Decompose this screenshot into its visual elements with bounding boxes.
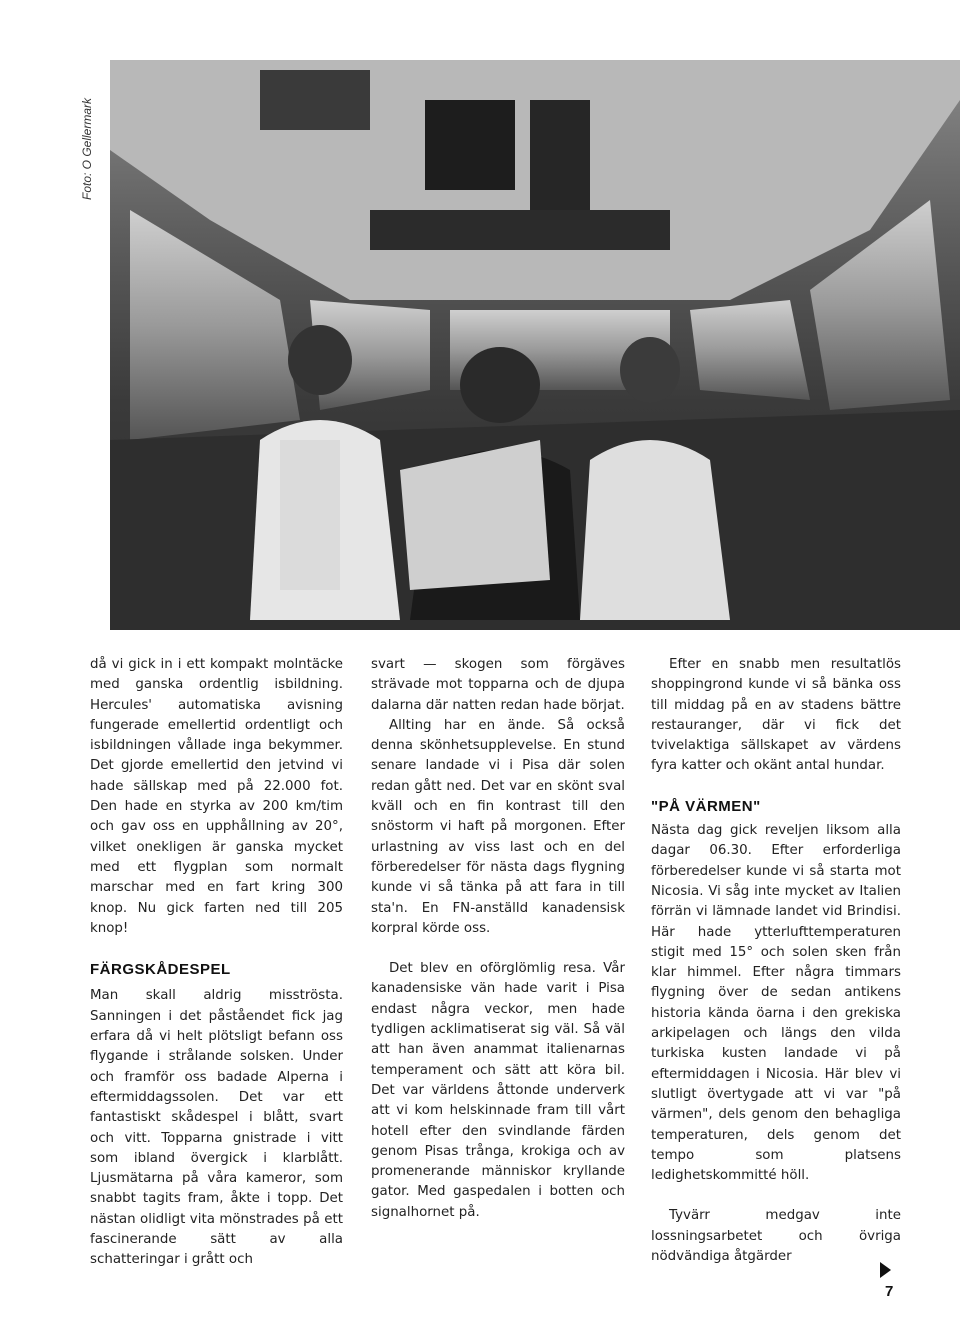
continue-arrow-icon — [880, 1262, 891, 1278]
photo-credit: Foto: O Gellermark — [80, 97, 94, 200]
paragraph: Tyvärr medgav inte lossningsarbetet och övriga nödvändiga åtgärder — [651, 1208, 901, 1265]
text-column-1 — [90, 655, 343, 1271]
paragraph: Allting har en ände. Så också denna skönhetsupplevelse. En stund senare landade vi i Pisa där solen redan gått ned. Det var en skönt sval kväll och en fin kontrast till den snöstorm vi haft på morgonen. Efter urlastning av viss last och en del förberedelser för nästa dags flygning kunde vi så tänka på att fara in till sta'n. En FN-anställd kanadensisk korpral körde oss. — [371, 717, 625, 936]
paragraph: Efter en snabb men resultatlös shoppingrond kunde vi så bänka oss till middag på en av stadens bättre restauranger, där vi fick det tvivelaktiga sällskapet av värdens fyra katter och okänt antal hundar. — [651, 657, 901, 774]
section-heading-pa-varmen: "PÅ VÄRMEN" — [651, 797, 761, 815]
text-column-3 — [651, 655, 901, 1267]
paragraph: Det blev en oförglömlig resa. Vår kanadensiske vän hade varit i Pisa endast några veckor, men hade tydligen acklimatiserat sig väl. Så väl att han även anammat italienarnas temperament och sätt att köra bil. Det var världens åttonde underverk att vi kom helskinnade fram till vårt hotell efter den svindlande färden genom Pisas trånga, krokiga och av promenerande människor kryllande gator. Med gaspedalen i botten och signalhornet på. — [371, 961, 625, 1220]
text-column-2 — [371, 655, 625, 1223]
page-number: 7 — [885, 1283, 894, 1300]
paragraph: Nästa dag gick reveljen liksom alla dagar 06.30. Efter erforderliga förberedelser kunde vi så starta mot Nicosia. Vi såg inte mycket av Italien förrän vi lämnade landet vid Brindisi. Här hade ytterlufttemperaturen stigit med 15° och solen sken från klar himmel. Efter några timmars flygning över de sedan antikens historia kända öarna i den grekiska arkipelagen och längs den vilda turkiska kusten landade vi på eftermiddagen i Nicosia. Här blev vi slutligt övertygade att vi var "på värmen", dels genom den behagliga temperaturen, dels genom det tempo som platsens ledighetskommitté höll. — [651, 823, 901, 1184]
cockpit-illustration — [110, 60, 960, 630]
paragraph: svart — skogen som förgäves strävade mot topparna och de djupa dalarna där natten redan hade börjat. — [371, 657, 625, 713]
paragraph: Man skall aldrig misströsta. Sanningen i det påståendet fick jag erfara då vi helt plötsligt befann oss flygande i strålande solsken. Under och framför oss badade Alperna i eftermiddagssolen. Det var ett fantastiskt skådespel i blått, svart och vitt. Topparna gnistrade i vitt som ibland övergick i klarblått. Ljusmätarna på våra kameror, som snabbt tagits fram, åkte i topp. Det nästan olidligt vita mönstrades på ett fascinerande sätt av alla schatteringar i grått och — [90, 988, 343, 1268]
section-heading-fargskadespel: FÄRGSKÅDESPEL — [90, 961, 231, 979]
paragraph: då vi gick in i ett kompakt molntäcke med ganska ordentlig isbildning. Hercules' automatiska avisning fungerade emellertid ordentligt och isbildningen vållade inga bekymmer. Det gjorde emellertid den jetvind vi hade sällskap med på 22.000 fot. Den hade en styrka av 200 km/tim och gav oss en upphållning av 20°, vilket onekligen är ganska mycket med ett flygplan som normalt marschar med en fart kring 300 knop. Nu gick farten ned till 205 knop! — [90, 657, 343, 936]
cockpit-photo — [110, 60, 960, 630]
